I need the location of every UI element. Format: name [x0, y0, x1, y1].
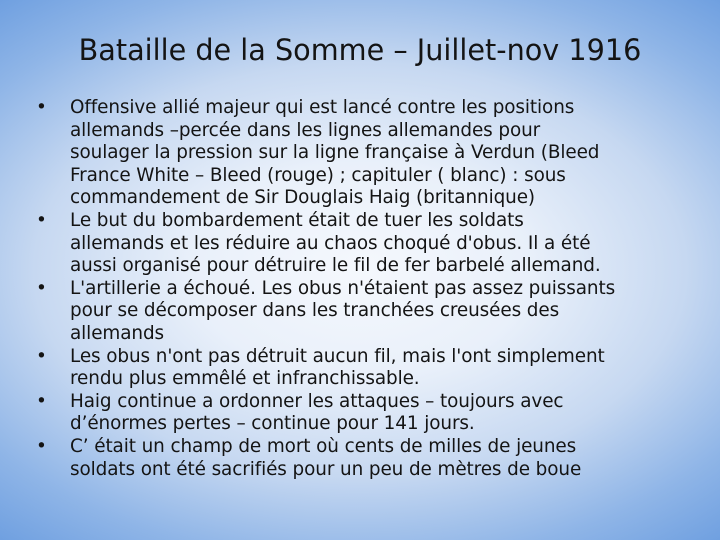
bullet-dot-icon: •	[36, 97, 47, 118]
bullet-dot-icon: •	[36, 435, 47, 457]
bullet-text-line: pour se décomposer dans les tranchées creusées des	[70, 300, 560, 322]
bullet-text-line: allemands	[70, 322, 164, 344]
bullet-text-line: L'artillerie a échoué. Les obus n'étaient pas assez puissants	[70, 277, 616, 299]
bullet-text-line: Les obus n'ont pas détruit aucun fil, mais l'ont simplement	[70, 345, 605, 367]
bullet-text-line: commandement de Sir Douglais Haig (britannique)	[70, 187, 535, 209]
bullet-item-artillery-failed	[36, 278, 712, 346]
bullet-item-wire-not-destroyed	[36, 346, 712, 391]
bullet-item-haig-continues	[36, 391, 712, 436]
bullet-dot-icon: •	[36, 209, 47, 231]
bullet-item-field-of-death	[36, 436, 712, 481]
bullet-text-line: allemands et les réduire au chaos choqué d'obus. Il a été	[70, 232, 591, 254]
bullet-text-line: France White – Bleed (rouge) ; capituler ( blanc) : sous	[70, 164, 566, 186]
bullet-text-line: Le but du bombardement était de tuer les soldats	[70, 209, 524, 231]
slide-title: Bataille de la Somme – Juillet-nov 1916	[78, 33, 642, 67]
bullet-text-line: soldats ont été sacrifiés pour un peu de mètres de boue	[70, 458, 582, 480]
bullet-text-line: Haig continue a ordonner les attaques – toujours avec	[70, 390, 564, 412]
bullet-text-line: C’ était un champ de mort où cents de milles de jeunes	[70, 435, 577, 457]
bullet-dot-icon: •	[36, 345, 47, 367]
bullet-text-line: Offensive allié majeur qui est lancé contre les positions	[70, 97, 575, 118]
bullet-text-line: soulager la pression sur la ligne française à Verdun (Bleed	[70, 142, 600, 164]
bullet-text-line: rendu plus emmêlé et infranchissable.	[70, 368, 420, 390]
bullet-dot-icon: •	[36, 390, 47, 412]
bullet-text-line: aussi organisé pour détruire le fil de fer barbelé allemand.	[70, 255, 601, 277]
bullet-item-offensive	[36, 97, 712, 210]
bullet-item-bombardment-goal	[36, 210, 712, 278]
bullet-text-line: allemands –percée dans les lignes allemandes pour	[70, 119, 541, 141]
bullet-list	[36, 97, 712, 481]
bullet-text-line: d’énormes pertes – continue pour 141 jours.	[70, 413, 475, 435]
bullet-dot-icon: •	[36, 277, 47, 299]
